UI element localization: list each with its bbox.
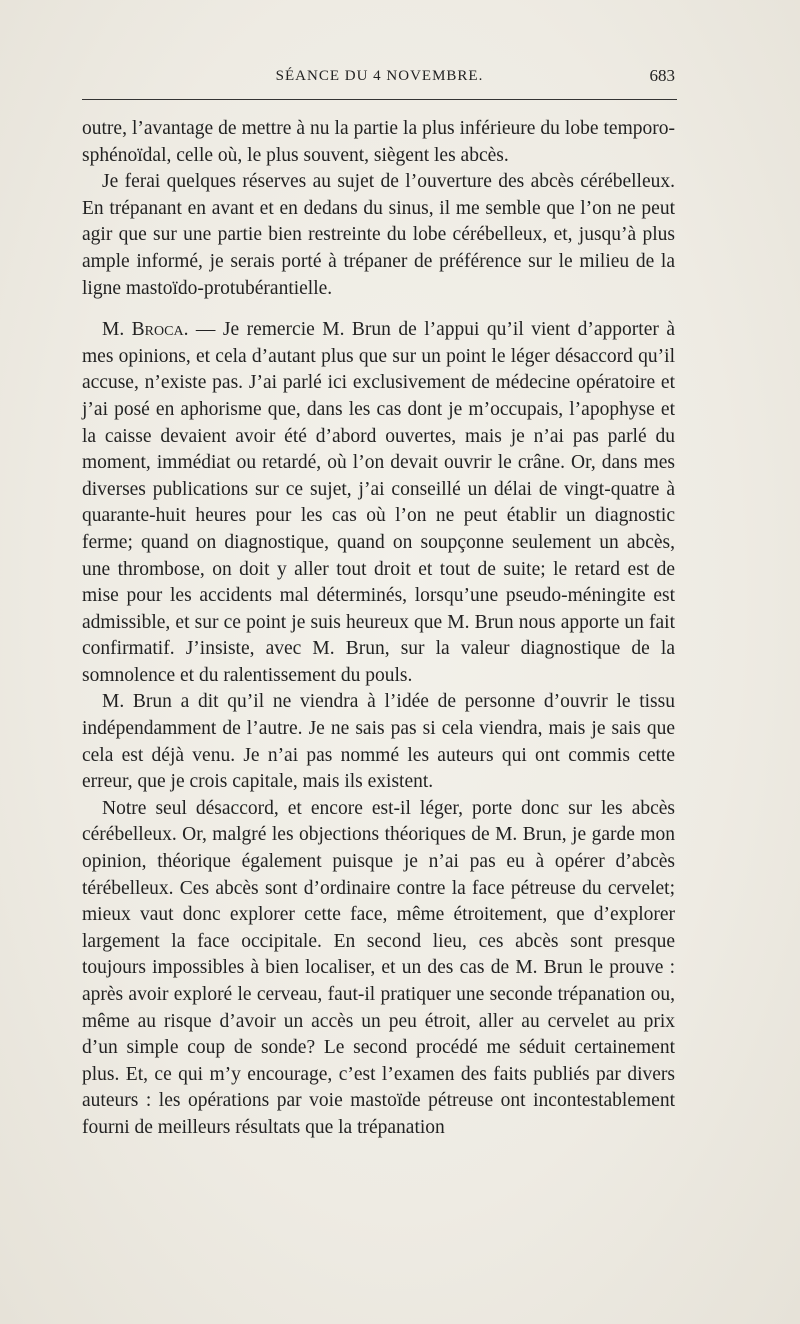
paragraph-broca-reply [82,317,675,689]
paragraph-cerebellar-reserves: Je ferai quelques réserves au sujet de l’ouverture des abcès cérébelleux. En trépanant en avant et en dedans du sinus, il me semble que l’on ne peut agir que sur une partie bien restreinte du lobe cérébelleux, et, jusqu’à plus ample informé, je serais porté à trépaner de préférence sur le milieu de la ligne mastoïdo-protubérantielle. [82,171,675,299]
body-text [82,116,675,1142]
running-head [82,62,677,90]
running-head-title: SÉANCE DU 4 NOVEMBRE. [275,68,484,84]
paragraph-brun-idea: M. Brun a dit qu’il ne viendra à l’idée de personne d’ouvrir le tissu indépendamment de l’autre. Je ne sais pas si cela viendra, mais je sais que cela est déjà venu. Je n’ai pas nommé les auteurs qui ont commis cette erreur, que je crois capitale, mais ils existent. [82,691,675,793]
header-rule [82,99,677,100]
paragraph-broca-text: — Je remercie M. Brun de l’appui qu’il vient d’apporter à mes opinions, et cela d’autant plus que sur un point le léger désaccord qu’il accuse, n’existe pas. J’ai parlé ici exclusivement de médecine opératoire et j’ai posé en aphorisme que, dans les cas dont je m’occupais, l’apophyse et la caisse devaient avoir été d’abord ouvertes, mais je n’ai pas parlé du moment, immédiat ou retardé, où l’on devait ouvrir le crâne. Or, dans mes diverses publications sur ce sujet, j’ai conseillé un délai de vingt-quatre à quarante-huit heures pour les cas où l’on ne peut établir un diagnostic ferme; quand on diagnostique, quand on soupçonne seulement un abcès, une thrombose, on doit y aller tout droit et tout de suite; le retard est de mise pour les accidents mal déterminés, lorsqu’une pseudo-méningite est admissible, et sur ce point je suis heureux que M. Brun nous apporte un fait confirmatif. J’insiste, avec M. Brun, sur la valeur diagnostique de la somnolence et du ralentissement du pouls. [82,319,675,686]
speaker-name: M. Broca. [102,319,189,341]
page-number: 683 [649,66,675,85]
paragraph-continuation: outre, l’avantage de mettre à nu la partie la plus inférieure du lobe temporo-sphénoïdal, celle où, le plus souvent, siègent les abcès. [82,118,675,166]
paragraph-disagreement: Notre seul désaccord, et encore est-il léger, porte donc sur les abcès cérébelleux. Or, malgré les objections théoriques de M. Brun, je garde mon opinion, théorique également puisque je n’ai pas eu à opérer d’abcès térébelleux. Ces abcès sont d’ordinaire contre la face pétreuse du cervelet; mieux vaut donc explorer cette face, même étroitement, que d’explorer largement la face occipitale. En second lieu, ces abcès sont presque toujours impossibles à bien localiser, et un des cas de M. Brun le prouve : après avoir exploré le cerveau, faut-il pratiquer une seconde trépanation ou, même au risque d’avoir un accès un peu étroit, aller au cervelet au prix d’un simple coup de sonde? Le second procédé me séduit certainement plus. Et, ce qui m’y encourage, c’est l’examen des faits publiés par divers auteurs : les opérations par voie mastoïde pétreuse ont incontestablement fourni de meilleurs résultats que la trépanation [82,797,675,1138]
